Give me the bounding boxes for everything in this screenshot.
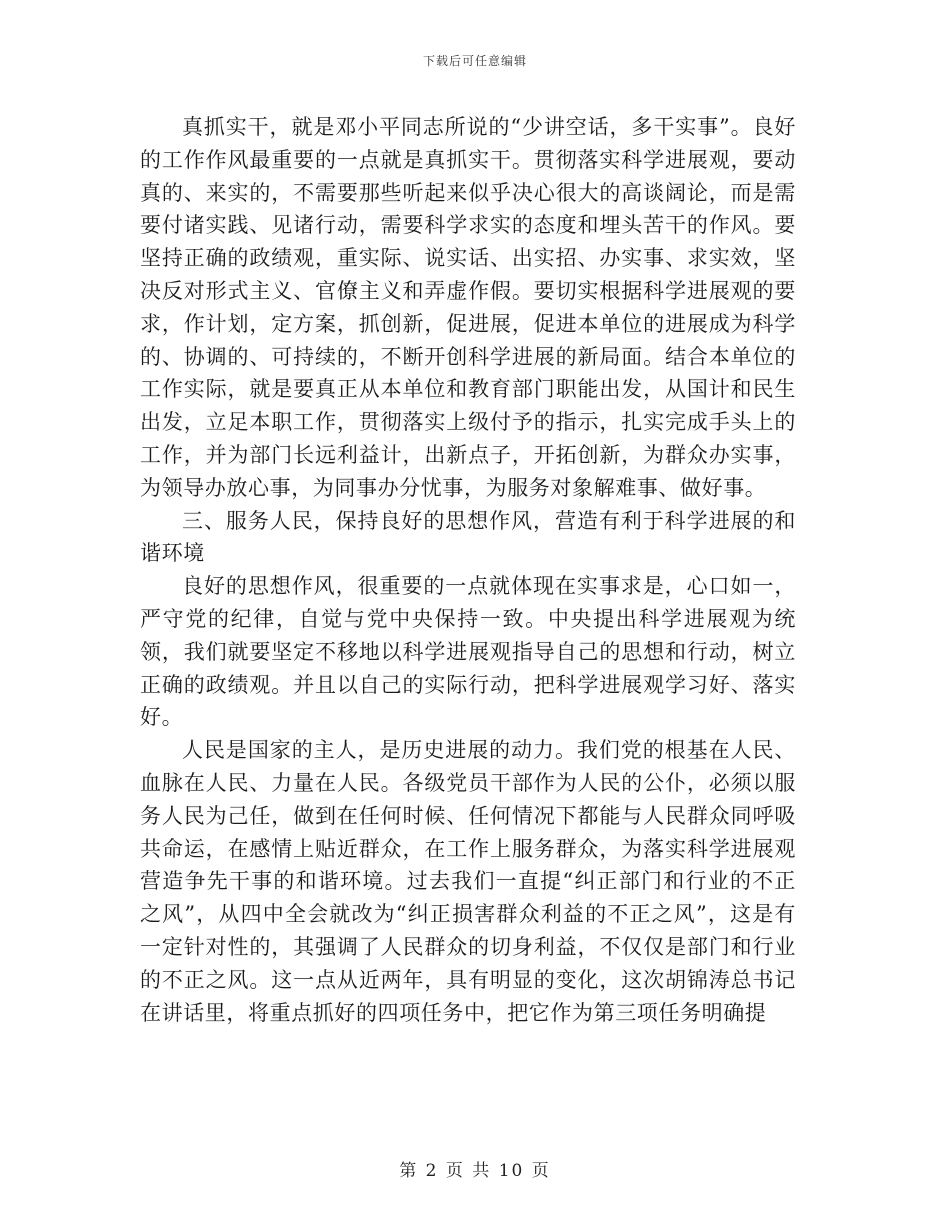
section-heading-3: 三、服务人民，保持良好的思想作风，营造有利于科学进展的和谐环境 (140, 508, 796, 566)
paragraph-3: 人民是国家的主人，是历史进展的动力。我们党的根基在人民、血脉在人民、力量在人民。各级党员干部作为人民的公仆，必须以服务人民为己任，做到在任何时候、任何情况下都能与人民群众同呼吸共命运，在感情上贴近群众，在工作上服务群众，为落实科学进展观营造争先干事的和谐环境。过去我们一直提“纠正部门和行业的不正之风”，从四中全会就改为“纠正损害群众利益的不正之风”，这是有一定针对性的，其强调了人民群众的切身利益，不仅仅是部门和行业的不正之风。这一点从近两年，具有明显的变化，这次胡锦涛总书记在讲话里，将重点抓好的四项任务中，把它作为第三项任务明确提 (140, 738, 796, 1025)
paragraph-1: 真抓实干，就是邓小平同志所说的“少讲空话，多干实事”。良好的工作作风最重要的一点就是真抓实干。贯彻落实科学进展观，要动真的、来实的，不需要那些听起来似乎决心很大的高谈阔论，而是需要付诸实践、见诸行动，需要科学求实的态度和埋头苦干的作风。要坚持正确的政绩观，重实际、说实话、出实招、办实事、求实效，坚决反对形式主义、官僚主义和弄虚作假。要切实根据科学进展观的要求，作计划，定方案，抓创新，促进展，促进本单位的进展成为科学的、协调的、可持续的，不断开创科学进展的新局面。结合本单位的工作实际，就是要真正从本单位和教育部门职能出发，从国计和民生出发，立足本职工作，贯彻落实上级付予的指示，扎实完成手头上的工作，并为部门长远利益计，出新点子，开拓创新，为群众办实事，为领导办放心事，为同事办分忧事，为服务对象解难事、做好事。 (140, 115, 796, 500)
paragraph-2: 良好的思想作风，很重要的一点就体现在实事求是，心口如一，严守党的纪律，自觉与党中央保持一致。中央提出科学进展观为统领，我们就要坚定不移地以科学进展观指导自己的思想和行动，树立正确的政绩观。并且以自己的实际行动，把科学进展观学习好、落实好。 (140, 574, 796, 730)
document-body (140, 111, 796, 1029)
page-number: 第 2 页 共 10 页 (399, 1161, 551, 1181)
page-header-note: 下载后可任意编辑 (422, 54, 527, 68)
